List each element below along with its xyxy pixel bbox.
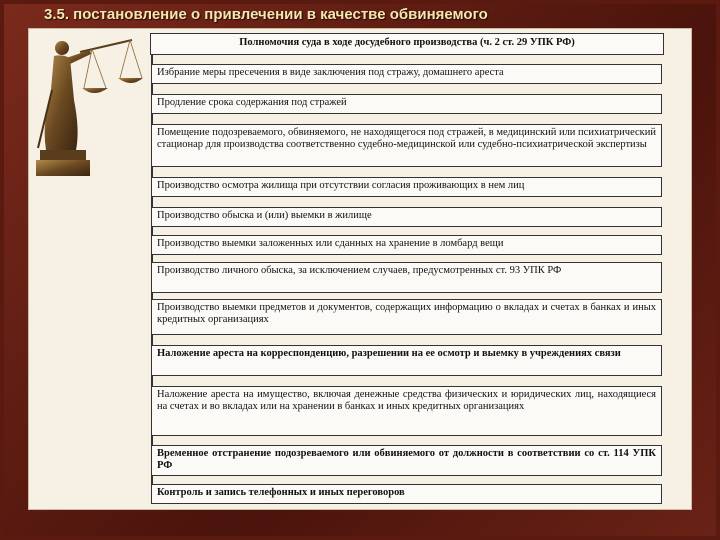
power-item-12: Контроль и запись телефонных и иных переговоров — [151, 484, 662, 504]
power-item-11: Временное отстранение подозреваемого или обвиняемого от должности в соответствии со ст. 114 УПК РФ — [151, 445, 662, 476]
power-item-4: Производство осмотра жилища при отсутствии согласия проживающих в нем лиц — [151, 177, 662, 197]
diagram-header: Полномочия суда в ходе досудебного производства (ч. 2 ст. 29 УПК РФ) — [150, 33, 664, 55]
slide-title: 3.5. постановление о привлечении в качестве обвиняемого — [44, 6, 488, 23]
power-item-5: Производство обыска и (или) выемки в жилище — [151, 207, 662, 227]
power-item-8: Производство выемки предметов и документов, содержащих информацию о вкладах и счетах в банках и иных кредитных организациях — [151, 299, 662, 335]
power-item-10: Наложение ареста на имущество, включая денежные средства физических и юридических лиц, находящиеся на счетах и во вкладах или на хранении в банках и иных кредитных организациях — [151, 386, 662, 436]
power-item-3: Помещение подозреваемого, обвиняемого, не находящегося под стражей, в медицинский или психиатрический стационар для производства соответственно судебно-медицинской или судебно-психиатрической экспертизы — [151, 124, 662, 167]
power-item-7: Производство личного обыска, за исключением случаев, предусмотренных ст. 93 УПК РФ — [151, 262, 662, 293]
power-item-9: Наложение ареста на корреспонденцию, разрешении на ее осмотр и выемку в учреждениях связи — [151, 345, 662, 376]
power-item-1: Избрание меры пресечения в виде заключения под стражу, домашнего ареста — [151, 64, 662, 84]
power-item-6: Производство выемки заложенных или сданных на хранение в ломбард вещи — [151, 235, 662, 255]
power-item-2: Продление срока содержания под стражей — [151, 94, 662, 114]
